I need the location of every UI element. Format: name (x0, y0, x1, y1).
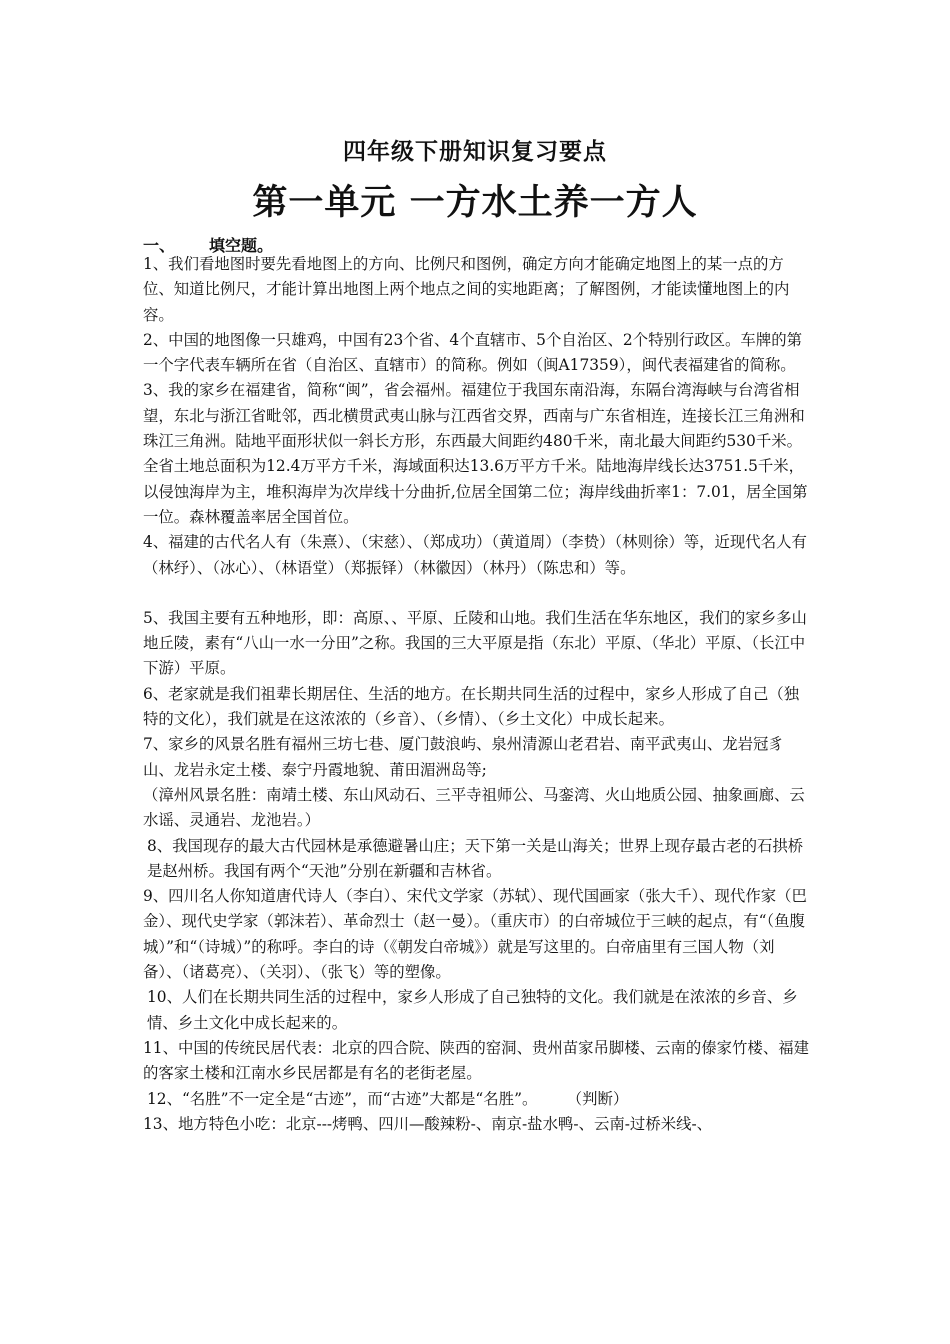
paragraph-7-note: （漳州风景名胜：南靖土楼、东山风动石、三平寺祖师公、马銮湾、火山地质公园、抽象画廊、云水谣、灵通岩、龙池岩。） (143, 785, 805, 830)
unit-title: 第一单元 一方水土养一方人 (252, 182, 698, 223)
paragraph-12: 12、“名胜”不一定全是“古迹”，而“古迹”大都是“名胜”。 （判断） (147, 1089, 629, 1108)
paragraph-13: 13、地方特色小吃：北京---烤鸭、四川—酸辣粉-、南京-盐水鸭-、云南-过桥米线-、 (143, 1114, 713, 1133)
section-number: 一、 (143, 236, 176, 255)
paragraph-7: 7、家乡的风景名胜有福州三坊七巷、厦门鼓浪屿、泉州清源山老君岩、南平武夷山、龙岩冠豸山、龙岩永定土楼、泰宁丹霞地貌、莆田湄洲岛等; (143, 735, 784, 779)
section-label: 填空题。 (209, 236, 274, 255)
document-title: 四年级下册知识复习要点 (343, 138, 607, 165)
paragraph-5: 5、我国主要有五种地形，即：高原、、平原、丘陵和山地。我们生活在华东地区，我们的家乡多山地丘陵，素有“八山一水一分田”之称。我国的三大平原是指（东北）平原、（华北）平原、（长江中下游）平原。 (143, 608, 807, 678)
paragraph-10: 10、人们在长期共同生活的过程中，家乡人形成了自己独特的文化。我们就是在浓浓的乡音、乡情、乡土文化中成长起来的。 (147, 988, 798, 1032)
paragraph-2: 2、中国的地图像一只雄鸡，中国有23个省、4个直辖市、5个自治区、2个特别行政区。车牌的第一个字代表车辆所在省（自治区、直辖市）的简称。例如（闽A17359），闽代表福建省的简称。 (143, 330, 802, 375)
paragraph-9: 9、四川名人你知道唐代诗人（李白）、宋代文学家（苏轼）、现代国画家（张大千）、现代作家（巴金）、现代史学家（郭沫若）、革命烈士（赵一曼）。（重庆市）的白帝城位于三峡的起点，有“（鱼腹城）”和“（诗城）”的称呼。李白的诗（《朝发白帝城》）就是写这里的。白帝庙里有三国人物（刘备）、（诸葛亮）、（关羽）、（张飞）等的塑像。 (143, 887, 807, 982)
paragraph-6: 6、老家就是我们祖辈长期居住、生活的地方。在长期共同生活的过程中，家乡人形成了自己（独特的文化），我们就是在这浓浓的（乡音）、（乡情）、（乡土文化）中成长起来。 (143, 684, 800, 729)
paragraph-1: 1、我们看地图时要先看地图上的方向、比例尺和图例，确定方向才能确定地图上的某一点的方位、知道比例尺，才能计算出地图上两个地点之间的实地距离；了解图例，才能读懂地图上的内容。 (143, 255, 790, 324)
blank-line (143, 581, 810, 606)
paragraph-8: 8、我国现存的最大古代园林是承德避暑山庄；天下第一关是山海关；世界上现存最古老的石拱桥是赵州桥。我国有两个“天池”分别在新疆和吉林省。 (147, 836, 804, 880)
paragraph-4: 4、福建的古代名人有（朱熹）、（宋慈）、（郑成功）（黄道周）（李贽）（林则徐）等，近现代名人有（林纾）、（冰心）、（林语堂）（郑振铎）（林徽因）（林丹）（陈忠和）等。 (143, 533, 807, 577)
paragraph-11: 11、中国的传统民居代表：北京的四合院、陕西的窑洞、贵州苗家吊脚楼、云南的傣家竹楼、福建的客家土楼和江南水乡民居都是有名的老街老屋。 (143, 1038, 809, 1083)
document-body (143, 252, 810, 1137)
paragraph-3: 3、我的家乡在福建省，简称“闽”，省会福州。福建位于我国东南沿海，东隔台湾海峡与台湾省相望，东北与浙江省毗邻，西北横贯武夷山脉与江西省交界，西南与广东省相连，连接长江三角洲和珠江三角洲。陆地平面形状似一斜长方形，东西最大间距约480千米，南北最大间距约530千米。全省土地总面积为12.4万平方千米，海域面积达13.6万平方千米。陆地海岸线长达3751.5千米，以侵蚀海岸为主，堆积海岸为次岸线十分曲折,位居全国第二位；海岸线曲折率1：7.01，居全国第一位。森林覆盖率居全国首位。 (143, 381, 808, 526)
